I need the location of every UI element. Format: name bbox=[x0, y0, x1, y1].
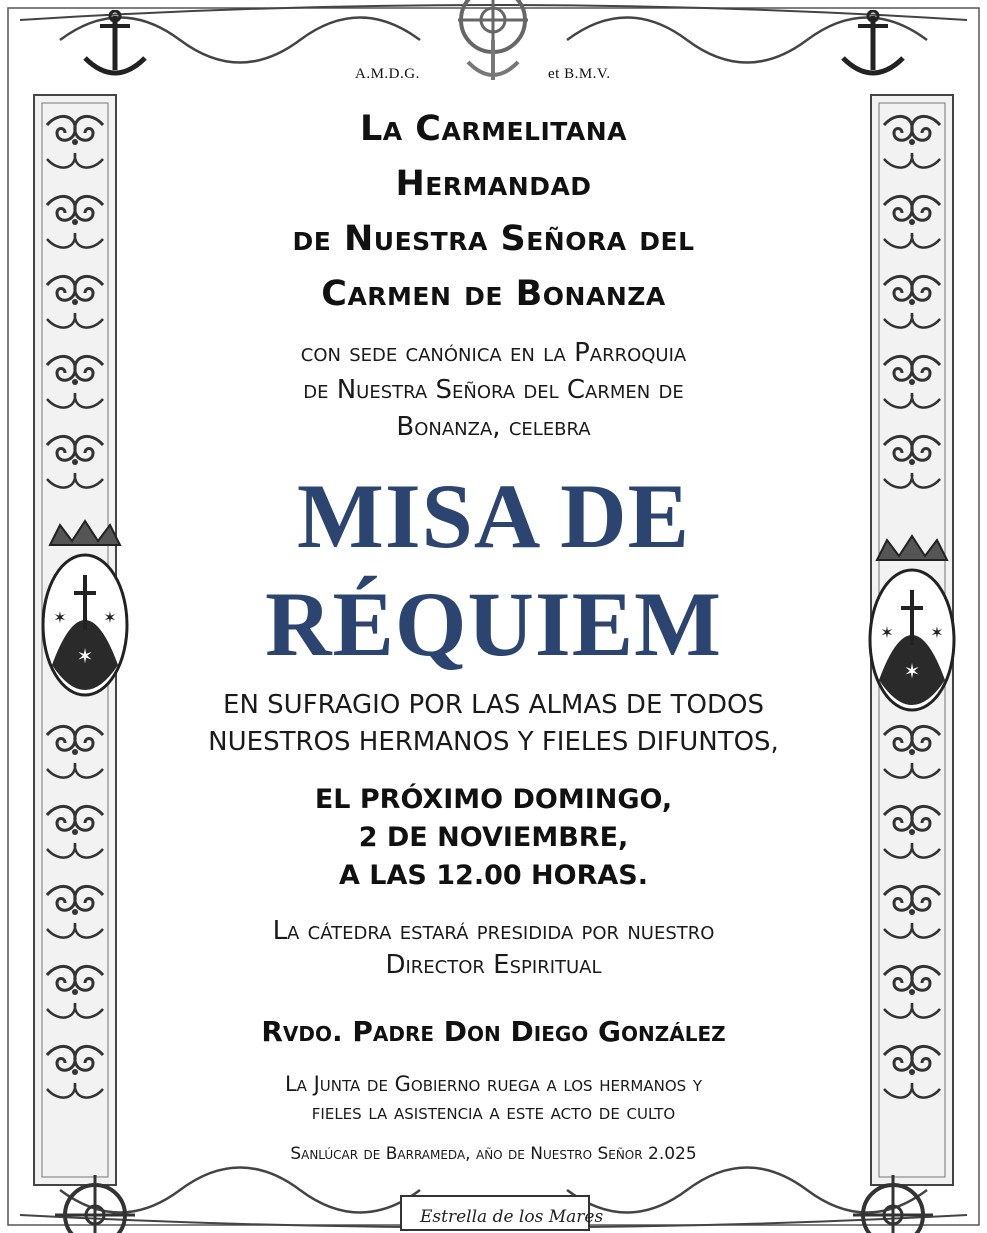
brotherhood-title-line-2: Hermandad bbox=[395, 164, 592, 204]
date-line-1: EL PRÓXIMO DOMINGO, bbox=[314, 784, 673, 815]
priest-name: Rvdo. Padre Don Diego González bbox=[261, 1015, 726, 1048]
invitation-line-1: La Junta de Gobierno ruega a los hermanos y bbox=[284, 1072, 703, 1096]
purpose-line-2: NUESTROS HERMANOS Y FIELES DIFUNTOS, bbox=[208, 727, 779, 757]
brotherhood-title-line-3: de Nuestra Señora del bbox=[292, 219, 695, 259]
brotherhood-title-line-1: La Carmelitana bbox=[359, 109, 628, 149]
intro-line-1: con sede canónica en la Parroquia bbox=[300, 338, 687, 368]
date-line-2: 2 DE NOVIEMBRE, bbox=[358, 822, 629, 853]
anchor-icon bbox=[828, 10, 918, 90]
intro-line-3: Bonanza, celebra bbox=[396, 412, 591, 442]
svg-text:✶: ✶ bbox=[880, 623, 894, 642]
svg-text:✶: ✶ bbox=[53, 608, 67, 627]
date-line-3: A LAS 12.00 HORAS. bbox=[339, 860, 648, 891]
svg-text:✶: ✶ bbox=[76, 644, 94, 668]
ships-wheel-icon bbox=[50, 1170, 140, 1233]
ships-wheel-icon bbox=[848, 1170, 938, 1233]
svg-text:✶: ✶ bbox=[930, 623, 944, 642]
header-right-initials: et B.M.V. bbox=[548, 66, 611, 82]
event-title-line-2: RÉQUIEM bbox=[265, 573, 722, 675]
brotherhood-title-line-4: Carmen de Bonanza bbox=[321, 274, 666, 314]
svg-text:✶: ✶ bbox=[903, 659, 921, 683]
svg-text:✶: ✶ bbox=[103, 608, 117, 627]
event-title-line-1: MISA DE bbox=[297, 465, 690, 567]
ships-wheel-icon bbox=[438, 0, 548, 90]
carmelite-shield-icon bbox=[30, 515, 140, 715]
carmelite-shield-icon bbox=[857, 530, 967, 730]
invitation-line-2: fieles la asistencia a este acto de culto bbox=[311, 1100, 676, 1124]
crown-icon bbox=[50, 521, 120, 545]
header-left-initials: A.M.D.G. bbox=[355, 66, 420, 82]
crown-icon bbox=[877, 536, 947, 560]
intro-line-2: de Nuestra Señora del Carmen de bbox=[303, 375, 684, 405]
footer-place-date: Sanlúcar de Barrameda, año de Nuestro Señor 2.025 bbox=[290, 1144, 697, 1164]
purpose-line-1: EN SUFRAGIO POR LAS ALMAS DE TODOS bbox=[223, 690, 764, 720]
banner-text: Estrella de los Mares bbox=[420, 1207, 604, 1227]
presided-line-2: Director Espiritual bbox=[385, 950, 602, 980]
presided-line-1: La cátedra estará presidida por nuestro bbox=[272, 916, 715, 946]
anchor-icon bbox=[70, 10, 160, 90]
